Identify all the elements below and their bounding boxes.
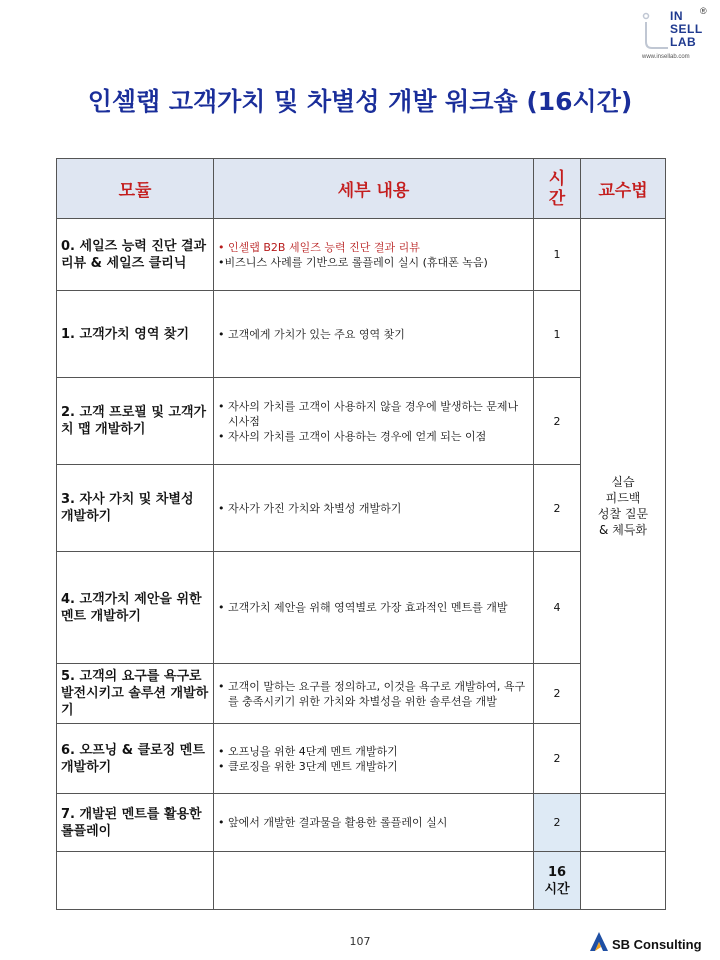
empty-cell: [581, 852, 666, 910]
hours-cell: 1: [534, 219, 581, 291]
module-cell: 6. 오프닝 & 클로징 멘트 개발하기: [57, 724, 214, 794]
method-line: & 체득화: [599, 523, 647, 537]
module-cell: 5. 고객의 요구를 욕구로 발전시키고 솔루션 개발하기: [57, 664, 214, 724]
method-line: 피드백: [605, 491, 641, 505]
total-row: [57, 852, 666, 910]
detail-item: • 자사의 가치를 고객이 사용하지 않을 경우에 발생하는 문제나 시사점: [218, 399, 519, 428]
insellab-logo-mark-icon: [640, 12, 670, 52]
module-cell: 3. 자사 가치 및 차별성 개발하기: [57, 465, 214, 552]
module-cell: 2. 고객 프로필 및 고객가치 맵 개발하기: [57, 378, 214, 465]
header-module: 모듈: [57, 159, 214, 219]
header-detail: 세부 내용: [214, 159, 534, 219]
detail-item: • 앞에서 개발한 결과물을 활용한 롤플레이 실시: [218, 816, 448, 829]
method-empty-cell: [581, 794, 666, 852]
detail-item: • 클로징을 위한 3단계 멘트 개발하기: [218, 759, 398, 773]
detail-cell: [214, 724, 534, 794]
method-line: 성찰 질문: [597, 507, 649, 521]
table-row: [57, 291, 666, 378]
detail-cell: [214, 378, 534, 465]
total-hours-cell: 16 시간: [534, 852, 581, 910]
empty-cell: [57, 852, 214, 910]
registered-mark: ®: [700, 6, 707, 16]
table-row: [57, 794, 666, 852]
hours-cell: 2: [534, 724, 581, 794]
workshop-table: [56, 158, 666, 910]
table-row: [57, 219, 666, 291]
hours-cell: 2: [534, 794, 581, 852]
detail-cell: [214, 291, 534, 378]
hours-cell: 4: [534, 552, 581, 664]
detail-item: • 자사가 가진 가치와 차별성 개발하기: [218, 501, 402, 515]
detail-cell: [214, 794, 534, 852]
hours-cell: 2: [534, 378, 581, 465]
header-method: 교수법: [581, 159, 666, 219]
table-header-row: [57, 159, 666, 219]
hours-cell: 1: [534, 291, 581, 378]
detail-item: • 오프닝을 위한 4단계 멘트 개발하기: [218, 744, 398, 758]
header-time: 시 간: [534, 159, 581, 219]
detail-item: • 고객가치 제안을 위해 영역별로 가장 효과적인 멘트를 개발: [218, 601, 508, 614]
table-row: [57, 664, 666, 724]
detail-cell: [214, 465, 534, 552]
detail-item: • 고객에게 가치가 있는 주요 영역 찾기: [218, 327, 405, 341]
page-title: 인셀랩 고객가치 및 차별성 개발 워크숍 (16시간): [87, 87, 633, 116]
module-cell: 4. 고객가치 제안을 위한 멘트 개발하기: [57, 552, 214, 664]
sb-logo-mark-icon: [588, 930, 610, 952]
table-row: [57, 465, 666, 552]
empty-cell: [214, 852, 534, 910]
method-cell: [581, 219, 666, 794]
module-cell: 1. 고객가치 영역 찾기: [57, 291, 214, 378]
table-row: [57, 724, 666, 794]
module-cell: 7. 개발된 멘트를 활용한 롤플레이: [57, 794, 214, 852]
detail-item: • 고객이 말하는 요구를 정의하고, 이것을 욕구로 개발하여, 욕구를 충족시키기 위한 가치와 차별성을 위한 솔루션을 개발: [218, 679, 526, 708]
logo-url: www.insellab.com: [642, 54, 690, 60]
sb-brand-text: SB Consulting: [612, 937, 702, 952]
detail-cell: [214, 219, 534, 291]
method-line: 실습: [611, 475, 635, 489]
logo-wordmark: IN SELL LAB: [670, 9, 703, 49]
module-cell: 0. 세일즈 능력 진단 결과 리뷰 & 세일즈 클리닉: [57, 219, 214, 291]
hours-cell: 2: [534, 465, 581, 552]
detail-cell: [214, 552, 534, 664]
table-row: [57, 552, 666, 664]
detail-item: •비즈니스 사례를 기반으로 롤플레이 실시 (휴대폰 녹음): [218, 255, 488, 269]
hours-cell: 2: [534, 664, 581, 724]
table-row: [57, 378, 666, 465]
insellab-logo: [640, 6, 714, 62]
detail-cell: [214, 664, 534, 724]
detail-item: • 인셀랩 B2B 세일즈 능력 진단 결과 리뷰: [218, 240, 420, 254]
page-number: 107: [349, 935, 371, 948]
detail-item: • 자사의 가치를 고객이 사용하는 경우에 얻게 되는 이점: [218, 429, 487, 443]
sb-consulting-logo: [588, 930, 702, 956]
